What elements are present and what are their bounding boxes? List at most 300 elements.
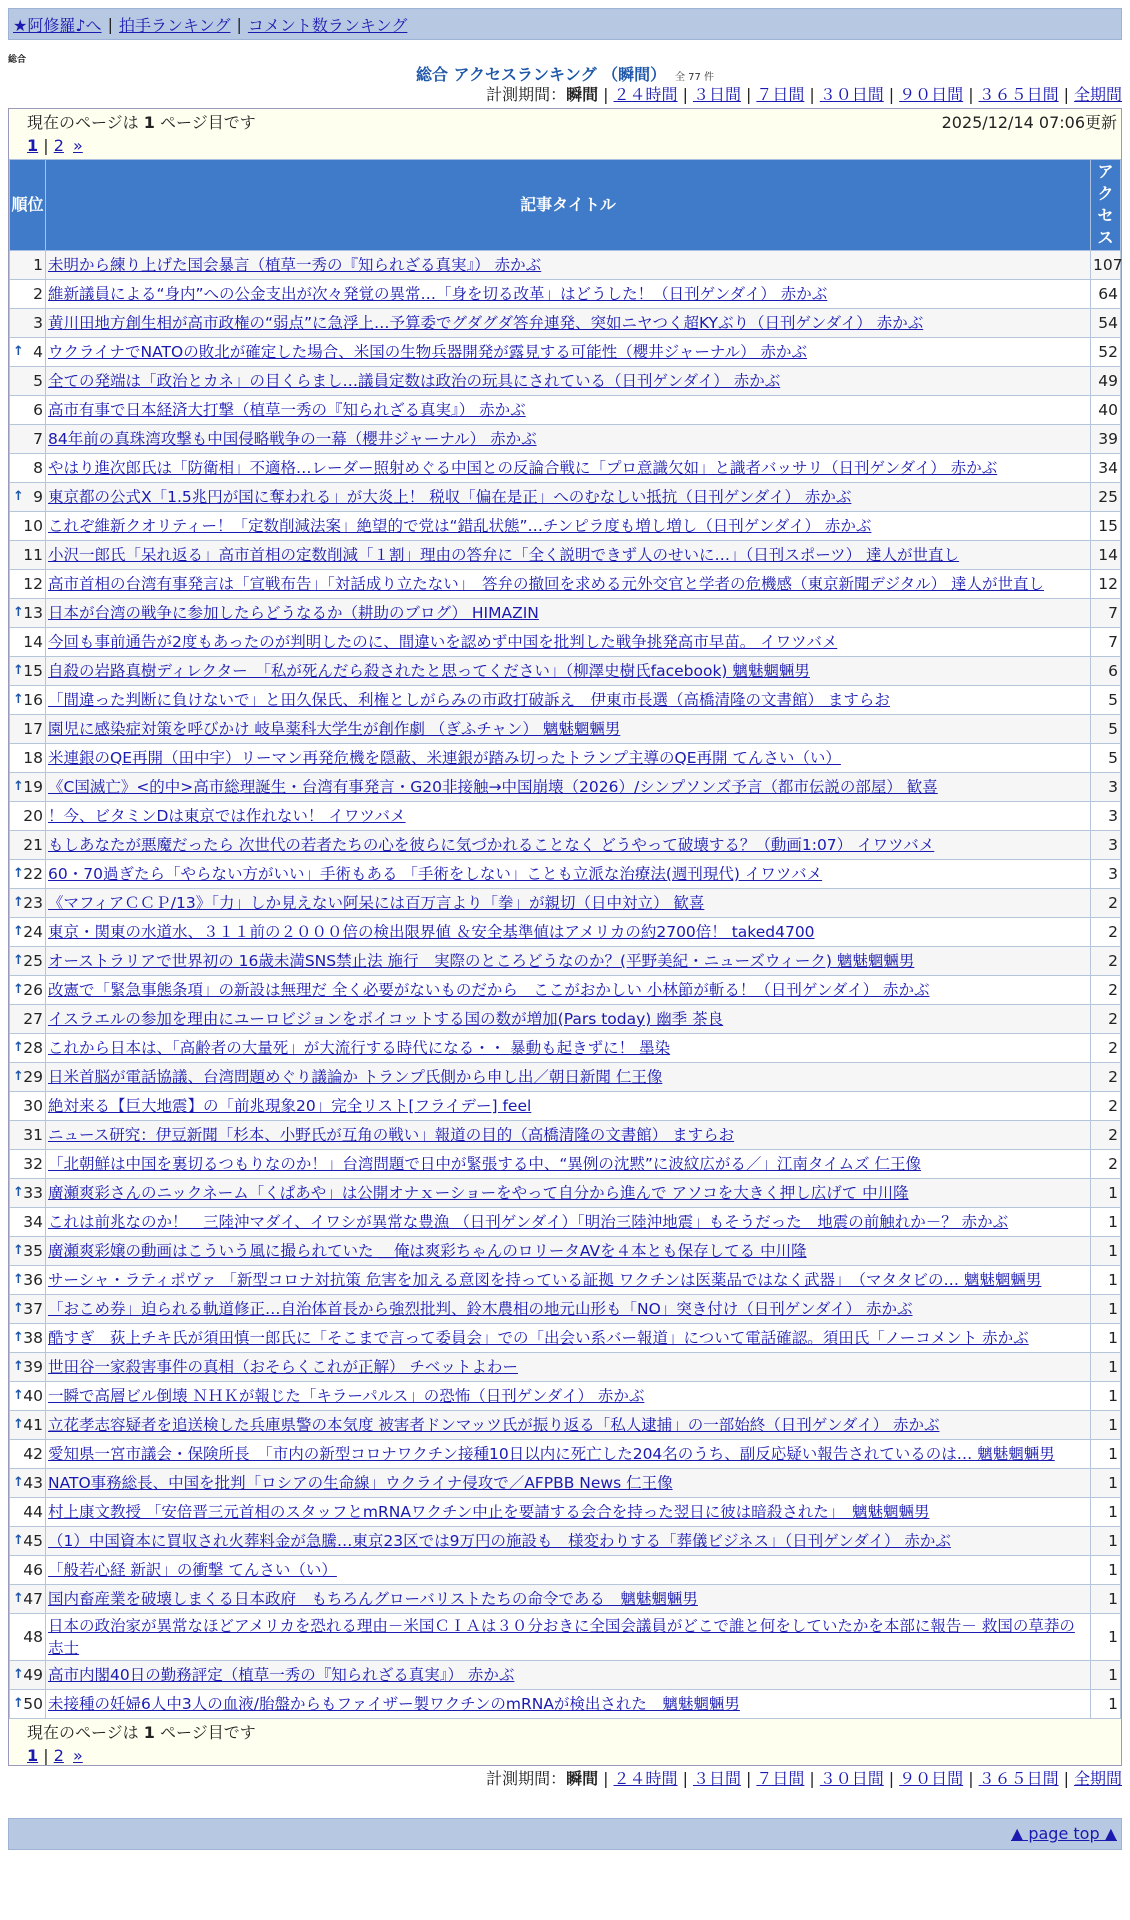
access-count: 3 bbox=[1091, 831, 1121, 860]
table-row bbox=[10, 1034, 1121, 1063]
title-cell bbox=[46, 744, 1091, 773]
page-link-2[interactable]: 2 bbox=[53, 1746, 64, 1765]
page-link-current[interactable]: 1 bbox=[27, 1746, 39, 1765]
title-cell bbox=[46, 1092, 1091, 1121]
table-row bbox=[10, 918, 1121, 947]
rank-number: 15 bbox=[23, 662, 43, 680]
article-link[interactable]: 高市内閣40日の勤務評定（植草一秀の『知られざる真実』） 赤かぶ bbox=[48, 1666, 515, 1684]
rank-number: 20 bbox=[23, 807, 43, 825]
rank-cell bbox=[10, 1614, 46, 1661]
rank-number: 43 bbox=[23, 1474, 43, 1492]
article-link[interactable]: 日本が台湾の戦争に参加したらどうなるか（耕助のブログ） HIMAZIN bbox=[48, 604, 539, 622]
up-arrow-icon: ↑ bbox=[13, 866, 24, 881]
rank-cell bbox=[10, 309, 46, 338]
article-link[interactable]: 日米首脳が電話協議、台湾問題めぐり議論か トランプ氏側から申し出／朝日新聞 仁王像 bbox=[48, 1068, 663, 1086]
period-link[interactable]: ３６５日間 bbox=[978, 1769, 1059, 1788]
page-next-link[interactable]: » bbox=[73, 136, 83, 155]
rank-cell bbox=[10, 1411, 46, 1440]
rank-cell bbox=[10, 512, 46, 541]
access-count: 3 bbox=[1091, 860, 1121, 889]
table-row bbox=[10, 628, 1121, 657]
table-row bbox=[10, 1382, 1121, 1411]
table-row bbox=[10, 831, 1121, 860]
access-count: 2 bbox=[1091, 1063, 1121, 1092]
article-link[interactable]: 84年前の真珠湾攻撃も中国侵略戦争の一幕（櫻井ジャーナル） 赤かぶ bbox=[48, 430, 537, 448]
ranking-count: 全 77 件 bbox=[674, 72, 715, 83]
title-cell bbox=[46, 1690, 1091, 1719]
access-count: 25 bbox=[1091, 483, 1121, 512]
period-separator: | bbox=[809, 1769, 815, 1788]
rank-cell bbox=[10, 1034, 46, 1063]
up-arrow-icon: ↑ bbox=[13, 1359, 24, 1374]
title-cell bbox=[46, 280, 1091, 309]
up-arrow-icon: ↑ bbox=[13, 1040, 24, 1055]
table-row bbox=[10, 1411, 1121, 1440]
title-cell bbox=[46, 947, 1091, 976]
period-separator: | bbox=[682, 1769, 688, 1788]
article-link[interactable]: 酷すぎ 荻上チキ氏が須田慎一郎氏に「そこまで言って委員会」での「出会い系バー報道」について電話確認。須田氏「ノーコメント 赤かぶ bbox=[48, 1329, 1029, 1347]
rank-cell bbox=[10, 454, 46, 483]
table-row bbox=[10, 1266, 1121, 1295]
up-arrow-icon: ↑ bbox=[13, 605, 24, 620]
up-arrow-icon: ↑ bbox=[13, 1069, 24, 1084]
rank-number: 33 bbox=[23, 1184, 43, 1202]
article-link[interactable]: ウクライナでNATOの敗北が確定した場合、米国の生物兵器開発が露見する可能性（櫻井ジャーナル） 赤かぶ bbox=[48, 343, 808, 361]
article-link[interactable]: 《C国滅亡》<的中>高市総理誕生・台湾有事発言・G20非接触→中国崩壊（2026）/シンプソンズ予言（都市伝説の部屋） 歓喜 bbox=[48, 778, 938, 796]
rank-cell bbox=[10, 599, 46, 628]
title-cell bbox=[46, 1121, 1091, 1150]
rank-cell bbox=[10, 715, 46, 744]
article-link[interactable]: 廣瀬爽彩嬢の動画はこういう風に撮られていた ＿俺は爽彩ちゃんのロリータAVを４本とも保存してる 中川隆 bbox=[48, 1242, 807, 1260]
page-indicator: 現在のページは 1 ページ目です bbox=[27, 113, 256, 132]
rank-cell bbox=[10, 1295, 46, 1324]
article-link[interactable]: 絶対来る【巨大地震】の「前兆現象20」完全リスト[フライデー] feel bbox=[48, 1097, 532, 1115]
access-count: 1 bbox=[1091, 1690, 1121, 1719]
up-arrow-icon: ↑ bbox=[13, 489, 24, 504]
article-link[interactable]: 「般若心経 新訳」の衝撃 てんさい（い） bbox=[48, 1561, 337, 1579]
table-row bbox=[10, 1469, 1121, 1498]
period-link[interactable]: ２４時間 bbox=[613, 85, 678, 104]
rank-cell bbox=[10, 1556, 46, 1585]
table-row bbox=[10, 1121, 1121, 1150]
rank-number: 5 bbox=[33, 372, 43, 390]
title-cell bbox=[46, 1556, 1091, 1585]
rank-cell bbox=[10, 1121, 46, 1150]
rank-number: 31 bbox=[23, 1126, 43, 1144]
table-row bbox=[10, 744, 1121, 773]
period-separator: | bbox=[888, 85, 895, 104]
article-link[interactable]: 立花孝志容疑者を追送検した兵庫県警の本気度 被害者ドンマッツ氏が振り返る「私人逮捕」の一部始終（日刊ゲンダイ） 赤かぶ bbox=[48, 1416, 940, 1434]
rank-cell bbox=[10, 628, 46, 657]
title-cell bbox=[46, 251, 1091, 280]
rank-number: 19 bbox=[23, 778, 43, 796]
pagination bbox=[27, 135, 1117, 157]
page-info-bottom bbox=[9, 1719, 1121, 1765]
rank-number: 1 bbox=[33, 256, 43, 274]
rank-cell bbox=[10, 1661, 46, 1690]
title-cell bbox=[46, 1353, 1091, 1382]
rank-cell bbox=[10, 367, 46, 396]
rank-number: 36 bbox=[23, 1271, 43, 1289]
article-link[interactable]: NATO事務総長、中国を批判「ロシアの生命線」ウクライナ侵攻で／AFPBB News 仁王像 bbox=[48, 1474, 673, 1492]
article-link[interactable]: 今回も事前通告が2度もあったのが判明したのに、間違いを認めず中国を批判した戦争挑発高市早苗。 イワツバメ bbox=[48, 633, 838, 651]
access-count: 1 bbox=[1091, 1353, 1121, 1382]
article-link[interactable]: 世田谷一家殺害事件の真相（おそらくこれが正解） チベットよわー bbox=[48, 1358, 518, 1376]
article-link[interactable]: 「北朝鮮は中国を裏切るつもりなのか！」台湾問題で日中が緊張する中、“異例の沈黙”に波紋広がる／」江南タイムズ 仁王像 bbox=[48, 1155, 922, 1173]
access-count: 2 bbox=[1091, 976, 1121, 1005]
title-cell bbox=[46, 860, 1091, 889]
access-count: 1 bbox=[1091, 1179, 1121, 1208]
rank-cell bbox=[10, 338, 46, 367]
article-link[interactable]: 改憲で「緊急事態条項」の新設は無理だ 全く必要がないものだから ここがおかしい 小林節が斬る！（日刊ゲンダイ） 赤かぶ bbox=[48, 981, 930, 999]
title-cell bbox=[46, 773, 1091, 802]
access-count: 107 bbox=[1091, 251, 1121, 280]
period-separator: | bbox=[1063, 1769, 1069, 1788]
period-separator: | bbox=[1063, 85, 1069, 104]
table-row bbox=[10, 1353, 1121, 1382]
up-arrow-icon: ↑ bbox=[13, 1330, 24, 1345]
title-cell bbox=[46, 918, 1091, 947]
rank-cell bbox=[10, 1237, 46, 1266]
up-arrow-icon: ↑ bbox=[13, 1185, 24, 1200]
up-arrow-icon: ↑ bbox=[13, 1272, 24, 1287]
title-cell bbox=[46, 1179, 1091, 1208]
rank-number: 23 bbox=[23, 894, 43, 912]
period-link[interactable]: 全期間 bbox=[1073, 85, 1122, 104]
rank-number: 47 bbox=[23, 1590, 43, 1608]
article-link[interactable]: 黄川田地方創生相が高市政権の“弱点”に急浮上…予算委でグダグダ答弁連発、突如ニヤつく超KYぶり（日刊ゲンダイ） 赤かぶ bbox=[48, 314, 924, 332]
access-count: 12 bbox=[1091, 570, 1121, 599]
home-link[interactable]: ★阿修羅♪へ bbox=[13, 15, 102, 35]
clap-ranking-link[interactable]: 拍手ランキング bbox=[118, 15, 231, 35]
article-link[interactable]: 未接種の妊婦6人中3人の血液/胎盤からもファイザー製ワクチンのmRNAが検出された 魑魅魍魎男 bbox=[48, 1695, 740, 1713]
article-link[interactable]: これぞ維新クオリティー！「定数削減法案」絶望的で党は“錯乱状態”…チンピラ度も増し増し（日刊ゲンダイ） 赤かぶ bbox=[48, 517, 872, 535]
period-link[interactable]: ３日間 bbox=[692, 1769, 741, 1788]
rank-number: 49 bbox=[23, 1666, 43, 1684]
rank-number: 22 bbox=[23, 865, 43, 883]
article-link[interactable]: 日本の政治家が異常なほどアメリカを恐れる理由－米国ＣＩＡは３０分おきに全国会議員がどこで誰と何をしていたかを本部に報告－ 救国の草莽の志士 bbox=[48, 1617, 1075, 1657]
rank-number: 30 bbox=[23, 1097, 43, 1115]
rank-cell bbox=[10, 1179, 46, 1208]
nav-separator: | bbox=[107, 14, 113, 34]
footer-bar bbox=[8, 1818, 1122, 1850]
title-cell bbox=[46, 1150, 1091, 1179]
up-arrow-icon: ↑ bbox=[13, 1696, 24, 1711]
period-link[interactable]: ３０日間 bbox=[819, 85, 884, 104]
article-link[interactable]: 60・70過ぎたら「やらない方がいい」手術もある 「手術をしない」ことも立派な治療法(週刊現代) イワツバメ bbox=[48, 865, 823, 883]
table-row bbox=[10, 1295, 1121, 1324]
access-count: 1 bbox=[1091, 1440, 1121, 1469]
period-label: 計測期間： bbox=[486, 1769, 567, 1788]
table-row bbox=[10, 570, 1121, 599]
up-arrow-icon: ↑ bbox=[13, 982, 24, 997]
rank-number: 41 bbox=[23, 1416, 43, 1434]
period-current: 瞬間 bbox=[566, 1769, 599, 1788]
table-row bbox=[10, 1661, 1121, 1690]
title-cell bbox=[46, 628, 1091, 657]
article-link[interactable]: 愛知県一宮市議会・保険所長 「市内の新型コロナワクチン接種10日以内に死亡した204名のうち、副反応疑い報告されているのは… 魑魅魍魎男 bbox=[48, 1445, 1055, 1463]
article-link[interactable]: 小沢一郎氏「呆れ返る」高市首相の定数削減「１割」理由の答弁に「全く説明できず人のせいに…」（日刊スポーツ） 達人が世直し bbox=[48, 546, 960, 564]
table-row bbox=[10, 367, 1121, 396]
title-cell bbox=[46, 1411, 1091, 1440]
article-link[interactable]: 「間違った判断に負けないで」と田久保氏、利権としがらみの市政打破訴え 伊東市長選（高橋清隆の文書館） ますらお bbox=[48, 691, 890, 709]
table-row bbox=[10, 1063, 1121, 1092]
article-link[interactable]: 国内畜産業を破壊しまくる日本政府 もちろんグローバリストたちの命令である 魑魅魍魎男 bbox=[48, 1590, 698, 1608]
access-count: 2 bbox=[1091, 1121, 1121, 1150]
page-link-current[interactable]: 1 bbox=[27, 136, 39, 155]
table-row bbox=[10, 1440, 1121, 1469]
article-link[interactable]: 東京都の公式X「1.5兆円が国に奪われる」が大炎上！ 税収「偏在是正」へのむなしい抵抗（日刊ゲンダイ） 赤かぶ bbox=[48, 488, 852, 506]
title-cell bbox=[46, 396, 1091, 425]
period-separator: | bbox=[745, 1769, 752, 1788]
rank-number: 24 bbox=[23, 923, 43, 941]
rank-number: 14 bbox=[23, 633, 43, 651]
rank-number: 16 bbox=[23, 691, 43, 709]
access-count: 5 bbox=[1091, 715, 1121, 744]
article-link[interactable]: 園児に感染症対策を呼びかけ 岐阜薬科大学生が創作劇 （ぎふチャン） 魑魅魍魎男 bbox=[48, 720, 621, 738]
title-cell bbox=[46, 1237, 1091, 1266]
comment-ranking-link[interactable]: コメント数ランキング bbox=[247, 15, 408, 35]
period-link[interactable]: ７日間 bbox=[756, 85, 805, 104]
access-count: 52 bbox=[1091, 338, 1121, 367]
access-count: 7 bbox=[1091, 599, 1121, 628]
table-row bbox=[10, 280, 1121, 309]
title-cell bbox=[46, 1324, 1091, 1353]
period-link[interactable]: ９０日間 bbox=[899, 85, 964, 104]
page-link-2[interactable]: 2 bbox=[53, 136, 64, 155]
top-nav-bar bbox=[8, 8, 1122, 40]
article-link[interactable]: 米連銀のQE再開（田中宇）リーマン再発危機を隠蔽、米連銀が踏み切ったトランプ主導のQE再開 てんさい（い） bbox=[48, 749, 841, 767]
access-count: 5 bbox=[1091, 686, 1121, 715]
rank-cell bbox=[10, 1353, 46, 1382]
rank-number: 40 bbox=[23, 1387, 43, 1405]
table-row bbox=[10, 686, 1121, 715]
title-cell bbox=[46, 1585, 1091, 1614]
title-cell bbox=[46, 1614, 1091, 1661]
table-row bbox=[10, 1690, 1121, 1719]
rank-number: 32 bbox=[23, 1155, 43, 1173]
rank-cell bbox=[10, 831, 46, 860]
page-next-link[interactable]: » bbox=[73, 1746, 83, 1765]
rank-cell bbox=[10, 773, 46, 802]
title-cell bbox=[46, 541, 1091, 570]
article-link[interactable]: ニュース研究：伊豆新聞「杉本、小野氏が互角の戦い」報道の目的（高橋清隆の文書館） ますらお bbox=[48, 1126, 735, 1144]
article-link[interactable]: オーストラリアで世界初の 16歳未満SNS禁止法 施行 実際のところどうなのか？(平野美紀・ニューズウィーク) 魑魅魍魎男 bbox=[48, 952, 915, 970]
access-count: 1 bbox=[1091, 1527, 1121, 1556]
access-count: 2 bbox=[1091, 889, 1121, 918]
page-indicator: 現在のページは 1 ページ目です bbox=[27, 1723, 256, 1742]
access-count: 2 bbox=[1091, 1034, 1121, 1063]
access-count: 1 bbox=[1091, 1614, 1121, 1661]
rank-number: 39 bbox=[23, 1358, 43, 1376]
rank-number: 11 bbox=[23, 546, 43, 564]
period-link[interactable]: ３０日間 bbox=[819, 1769, 884, 1788]
rank-number: 8 bbox=[33, 459, 43, 477]
article-link[interactable]: 村上康文教授 「安倍晋三元首相のスタッフとmRNAワクチン中止を要請する会合を持った翌日に彼は暗殺された」 魑魅魍魎男 bbox=[48, 1503, 930, 1521]
title-header: 記事タイトル bbox=[46, 160, 1091, 251]
rank-number: 38 bbox=[23, 1329, 43, 1347]
access-count: 15 bbox=[1091, 512, 1121, 541]
title-cell bbox=[46, 1266, 1091, 1295]
access-count: 49 bbox=[1091, 367, 1121, 396]
rank-number: 10 bbox=[23, 517, 43, 535]
title-cell bbox=[46, 889, 1091, 918]
title-cell bbox=[46, 483, 1091, 512]
article-link[interactable]: 全ての発端は「政治とカネ」の目くらまし…議員定数は政治の玩具にされている（日刊ゲンダイ） 赤かぶ bbox=[48, 372, 781, 390]
rank-cell bbox=[10, 1585, 46, 1614]
rank-number: 46 bbox=[23, 1561, 43, 1579]
rank-number: 48 bbox=[23, 1628, 43, 1646]
period-link[interactable]: ３日間 bbox=[692, 85, 741, 104]
access-count: 34 bbox=[1091, 454, 1121, 483]
rank-number: 12 bbox=[23, 575, 43, 593]
table-row bbox=[10, 1585, 1121, 1614]
table-row bbox=[10, 309, 1121, 338]
article-link[interactable]: （1）中国資本に買収され火葬料金が急騰…東京23区では9万円の施設も 様変わりする「葬儀ビジネス」（日刊ゲンダイ） 赤かぶ bbox=[48, 1532, 951, 1550]
article-link[interactable]: 東京・関東の水道水、３１１前の２０００倍の検出限界値 ＆安全基準値はアメリカの約2700倍！ taked4700 bbox=[48, 923, 815, 941]
title-cell bbox=[46, 1034, 1091, 1063]
title-cell bbox=[46, 1498, 1091, 1527]
table-row bbox=[10, 1498, 1121, 1527]
rank-cell bbox=[10, 1266, 46, 1295]
article-link[interactable]: 高市首相の台湾有事発言は「宣戦布告」「対話成り立たない」 答弁の撤回を求める元外交官と学者の危機感（東京新聞デジタル） 達人が世直し bbox=[48, 575, 1045, 593]
page-top-link[interactable]: ▲ page top ▲ bbox=[1010, 1824, 1117, 1843]
access-count: 54 bbox=[1091, 309, 1121, 338]
article-link[interactable]: 一瞬で高層ビル倒壊 ＮＨＫが報じた「キラーパルス」の恐怖（日刊ゲンダイ） 赤かぶ bbox=[48, 1387, 645, 1405]
table-row bbox=[10, 657, 1121, 686]
up-arrow-icon: ↑ bbox=[13, 1243, 24, 1258]
article-link[interactable]: これから日本は、「高齢者の大量死」が大流行する時代になる・・ 暴動も起きずに！ 墨染 bbox=[48, 1039, 671, 1057]
title-cell bbox=[46, 570, 1091, 599]
table-row bbox=[10, 1324, 1121, 1353]
article-link[interactable]: これは前兆なのか！ 三陸沖マダイ、イワシが異常な豊漁 （日刊ゲンダイ）「明治三陸沖地震」もそうだった 地震の前触れか－？ 赤かぶ bbox=[48, 1213, 1009, 1231]
table-row bbox=[10, 802, 1121, 831]
period-separator: | bbox=[603, 1769, 609, 1788]
article-link[interactable]: ！今、ビタミンDは東京では作れない！ イワツバメ bbox=[48, 807, 406, 825]
up-arrow-icon: ↑ bbox=[13, 953, 24, 968]
rank-cell bbox=[10, 1440, 46, 1469]
title-cell bbox=[46, 1469, 1091, 1498]
title-cell bbox=[46, 599, 1091, 628]
period-separator: | bbox=[682, 85, 688, 104]
title-cell bbox=[46, 367, 1091, 396]
access-count: 2 bbox=[1091, 918, 1121, 947]
period-separator: | bbox=[603, 85, 609, 104]
table-row bbox=[10, 338, 1121, 367]
rank-cell bbox=[10, 918, 46, 947]
period-separator: | bbox=[745, 85, 752, 104]
article-link[interactable]: 維新議員による“身内”への公金支出が次々発覚の異常…「身を切る改革」はどうした！（日刊ゲンダイ） 赤かぶ bbox=[48, 285, 828, 303]
period-link[interactable]: ９０日間 bbox=[899, 1769, 964, 1788]
rank-cell bbox=[10, 483, 46, 512]
rank-number: 27 bbox=[23, 1010, 43, 1028]
title-cell bbox=[46, 338, 1091, 367]
title-cell bbox=[46, 1295, 1091, 1324]
period-link[interactable]: ７日間 bbox=[756, 1769, 805, 1788]
table-row bbox=[10, 1556, 1121, 1585]
access-count: 2 bbox=[1091, 1092, 1121, 1121]
table-row bbox=[10, 396, 1121, 425]
period-separator: | bbox=[809, 85, 815, 104]
article-link[interactable]: 「おこめ券」迫られる軌道修正…自治体首長から強烈批判、鈴木農相の地元山形も「NO」突き付け（日刊ゲンダイ） 赤かぶ bbox=[48, 1300, 913, 1318]
access-count: 2 bbox=[1091, 1150, 1121, 1179]
table-row bbox=[10, 715, 1121, 744]
article-link[interactable]: サーシャ・ラティポヴァ 「新型コロナ対抗策 危害を加える意図を持っている証拠 ワクチンは医薬品ではなく武器」 （マタタビの… 魑魅魍魎男 bbox=[48, 1271, 1042, 1289]
access-count: 1 bbox=[1091, 1556, 1121, 1585]
title-cell bbox=[46, 1440, 1091, 1469]
pagination bbox=[27, 1745, 1117, 1767]
period-link[interactable]: ３６５日間 bbox=[978, 85, 1059, 104]
access-count: 1 bbox=[1091, 1382, 1121, 1411]
rank-number: 37 bbox=[23, 1300, 43, 1318]
up-arrow-icon: ↑ bbox=[13, 1475, 24, 1490]
section-label: 総合 bbox=[8, 55, 27, 65]
rank-cell bbox=[10, 541, 46, 570]
period-selector-bottom bbox=[8, 1768, 1122, 1790]
rank-number: 35 bbox=[23, 1242, 43, 1260]
article-link[interactable]: やはり進次郎氏は「防衛相」不適格…レーダー照射めぐる中国との反論合戦に「プロ意識欠如」と識者バッサリ（日刊ゲンダイ） 赤かぶ bbox=[48, 459, 998, 477]
period-separator: | bbox=[888, 1769, 895, 1788]
access-count: 1 bbox=[1091, 1661, 1121, 1690]
article-link[interactable]: 《マフィアＣＣＰ/13》「力」しか見えない阿呆には百万言より「拳」が親切（日中対立） 歓喜 bbox=[48, 894, 705, 912]
rank-cell bbox=[10, 251, 46, 280]
rank-cell bbox=[10, 1498, 46, 1527]
table-row bbox=[10, 1237, 1121, 1266]
rank-number: 13 bbox=[23, 604, 43, 622]
access-count: 1 bbox=[1091, 1411, 1121, 1440]
rank-number: 4 bbox=[33, 343, 43, 361]
up-arrow-icon: ↑ bbox=[13, 1533, 24, 1548]
ranking-title-block bbox=[0, 62, 1130, 84]
table-row bbox=[10, 483, 1121, 512]
table-row bbox=[10, 947, 1121, 976]
access-count: 3 bbox=[1091, 773, 1121, 802]
rank-number: 45 bbox=[23, 1532, 43, 1550]
access-count: 1 bbox=[1091, 1208, 1121, 1237]
access-count: 40 bbox=[1091, 396, 1121, 425]
up-arrow-icon: ↑ bbox=[13, 1301, 24, 1316]
rank-cell bbox=[10, 744, 46, 773]
title-cell bbox=[46, 1208, 1091, 1237]
article-link[interactable]: イスラエルの参加を理由にユーロビジョンをボイコットする国の数が増加(Pars today) 幽季 茶良 bbox=[48, 1010, 724, 1028]
title-cell bbox=[46, 454, 1091, 483]
up-arrow-icon: ↑ bbox=[13, 1667, 24, 1682]
nav-separator: | bbox=[236, 14, 242, 34]
title-cell bbox=[46, 309, 1091, 338]
rank-cell bbox=[10, 1469, 46, 1498]
article-link[interactable]: 廣瀬爽彩さんのニックネーム「くぱあや」は公開オナｘーショーをやって自分から進んで アソコを大きく押し広げて 中川隆 bbox=[48, 1184, 909, 1202]
rank-number: 17 bbox=[23, 720, 43, 738]
table-row bbox=[10, 976, 1121, 1005]
article-link[interactable]: 未明から練り上げた国会暴言（植草一秀の『知られざる真実』） 赤かぶ bbox=[48, 256, 542, 274]
period-link[interactable]: 全期間 bbox=[1073, 1769, 1122, 1788]
period-link[interactable]: ２４時間 bbox=[613, 1769, 678, 1788]
article-link[interactable]: 高市有事で日本経済大打撃（植草一秀の『知られざる真実』） 赤かぶ bbox=[48, 401, 526, 419]
up-arrow-icon: ↑ bbox=[13, 692, 24, 707]
table-row bbox=[10, 860, 1121, 889]
rank-header: 順位 bbox=[10, 160, 46, 251]
article-link[interactable]: 自殺の岩路真樹ディレクター 「私が死んだら殺されたと思ってください」（柳澤史樹氏facebook) 魑魅魍魎男 bbox=[48, 662, 810, 680]
access-count: 3 bbox=[1091, 802, 1121, 831]
rank-cell bbox=[10, 570, 46, 599]
article-link[interactable]: もしあなたが悪魔だったら 次世代の若者たちの心を彼らに気づかれることなく どうやって破壊する？（動画1:07） イワツバメ bbox=[48, 836, 935, 854]
ranking-title: 総合 アクセスランキング （瞬間） bbox=[415, 65, 667, 84]
period-label: 計測期間： bbox=[486, 85, 567, 104]
up-arrow-icon: ↑ bbox=[13, 663, 24, 678]
table-row bbox=[10, 773, 1121, 802]
access-count: 2 bbox=[1091, 947, 1121, 976]
rank-number: 7 bbox=[33, 430, 43, 448]
